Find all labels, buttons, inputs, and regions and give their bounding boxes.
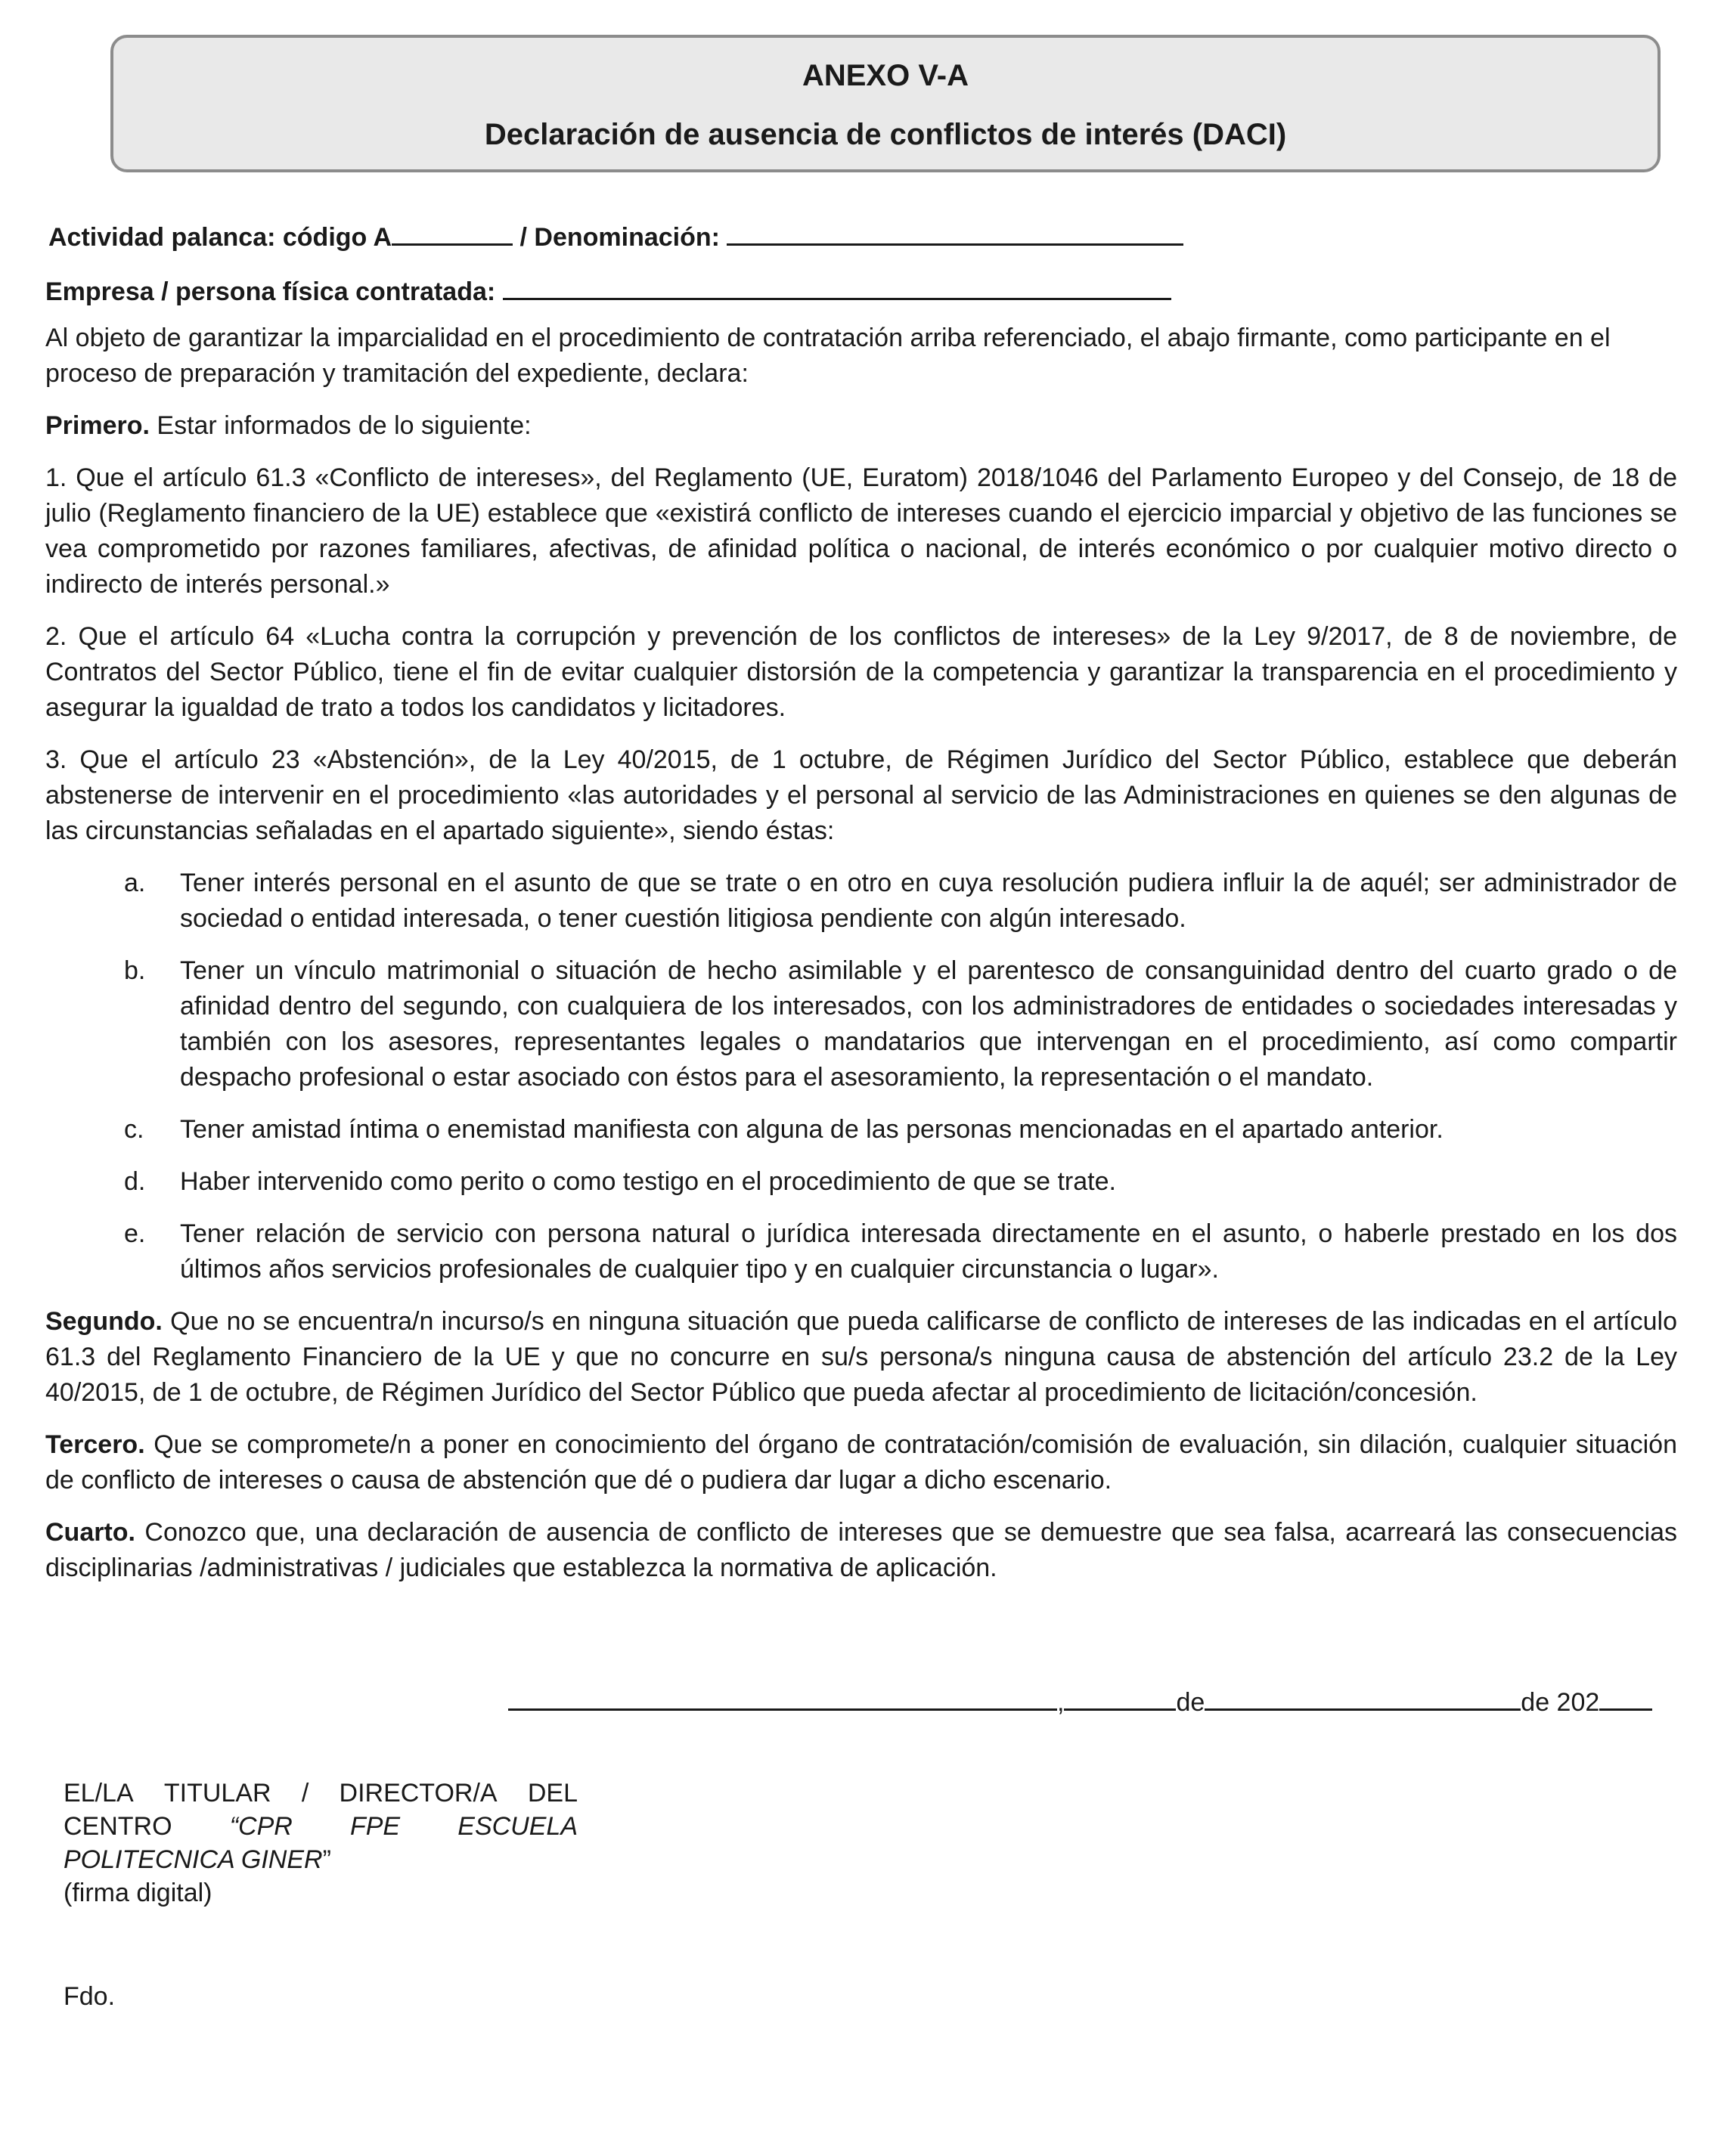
segundo-text: Que no se encuentra/n incurso/s en ninguna situación que pueda calificarse de conflicto de intereses de las indicadas en el artículo 61.3 del Reglamento Financiero de la UE y que no concurre en su/s persona/s ninguna causa de abstención del artículo 23.2 de la Ley 40/2015, de 1 de octubre, de Régimen Jurídico del Sector Público que pueda afectar al procedimiento de licitación/concesión.	[45, 1307, 1677, 1407]
circumstance-item	[45, 1216, 1677, 1287]
item-letter: a.	[124, 869, 146, 897]
cuarto-label: Cuarto.	[45, 1518, 135, 1547]
activity-code-blank[interactable]	[392, 218, 513, 246]
centro-line	[64, 1810, 578, 1843]
signer-word: EL/LA	[64, 1779, 134, 1808]
centro-name-line2	[64, 1843, 578, 1876]
cuarto-text: Conozco que, una declaración de ausencia de conflicto de intereses que se demuestre que sea falsa, acarreará las consecuencias disciplinarias /administrativas / judiciales que establezca la normativa de aplicación.	[45, 1518, 1677, 1582]
primero-text: Estar informados de lo siguiente:	[149, 411, 532, 440]
item-letter: c.	[124, 1115, 144, 1144]
circumstance-item	[45, 1112, 1677, 1148]
point-3: 3. Que el artículo 23 «Abstención», de la Ley 40/2015, de 1 octubre, de Régimen Jurídico del Sector Público, establece que deberán abstenerse de intervenir en el procedimiento «las autoridades y el personal al servicio de las Administraciones en quienes se den algunas de las circunstancias señaladas en el apartado siguiente», siendo éstas:	[45, 745, 1677, 845]
item-letter: d.	[124, 1167, 146, 1196]
signature-block	[64, 1777, 578, 1910]
tercero-text: Que se compromete/n a poner en conocimiento del órgano de contratación/comisión de evaluación, sin dilación, cualquier situación de conflicto de intereses o causa de abstención que dé o pudiera dar lugar a dicho escenario.	[45, 1430, 1677, 1495]
year-blank[interactable]	[1599, 1686, 1652, 1711]
activity-label: Actividad palanca: código A	[48, 223, 392, 252]
close-quote: ”	[322, 1845, 331, 1874]
company-label: Empresa / persona física contratada:	[45, 277, 496, 306]
item-text: Tener interés personal en el asunto de que se trate o en otro en cuya resolución pudiera influir la de aquél; ser administrador de sociedad o entidad interesada, o tener cuestión litigiosa pendiente con algún interesado.	[180, 869, 1677, 933]
signer-word: /	[301, 1779, 309, 1808]
centro-name-word: ESCUELA	[457, 1812, 578, 1841]
item-letter: e.	[124, 1219, 146, 1248]
place-date-line	[508, 1686, 1652, 1718]
point-2: 2. Que el artículo 64 «Lucha contra la corrupción y prevención de los conflictos de intereses» de la Ley 9/2017, de 8 de noviembre, de Contratos del Sector Público, tiene el fin de evitar cualquier distorsión de la competencia y garantizar la transparencia en el procedimiento y asegurar la igualdad de trato a todos los candidatos y licitadores.	[45, 622, 1677, 722]
centro-label: CENTRO	[64, 1812, 172, 1841]
place-blank[interactable]	[508, 1686, 1057, 1711]
primero-label: Primero.	[45, 411, 150, 440]
month-blank[interactable]	[1205, 1686, 1521, 1711]
tercero-label: Tercero.	[45, 1430, 145, 1459]
segundo-paragraph	[45, 1304, 1677, 1411]
tercero-paragraph	[45, 1427, 1677, 1498]
annex-title: ANEXO V-A	[802, 59, 969, 92]
primero-paragraph	[45, 408, 1677, 444]
denomination-blank[interactable]	[727, 218, 1183, 246]
intro-paragraph: Al objeto de garantizar la imparcialidad en el procedimiento de contratación arriba referenciado, el abajo firmante, como participante en el proceso de preparación y tramitación del expediente, declara:	[45, 324, 1611, 388]
activity-field-row	[48, 218, 1183, 252]
circumstances-list	[45, 866, 1677, 1287]
centro-name-word: “CPR	[229, 1812, 293, 1841]
signer-word: TITULAR	[163, 1779, 271, 1808]
point-1: 1. Que el artículo 61.3 «Conflicto de intereses», del Reglamento (UE, Euratom) 2018/1046 del Parlamento Europeo y del Consejo, de 18 de julio (Reglamento financiero de la UE) establece que «existirá conflicto de intereses cuando el ejercicio imparcial y objetivo de las funciones se vea comprometido por razones familiares, afectivas, de afinidad política o nacional, de interés económico o por cualquier motivo directo o indirecto de interés personal.»	[45, 463, 1677, 599]
circumstance-item	[45, 866, 1677, 937]
item-text: Tener amistad íntima o enemistad manifiesta con alguna de las personas mencionadas en el apartado anterior.	[180, 1115, 1444, 1144]
company-field-row	[45, 272, 1171, 307]
cuarto-paragraph	[45, 1515, 1677, 1586]
date-comma: ,	[1057, 1688, 1065, 1717]
item-text: Tener un vínculo matrimonial o situación de hecho asimilable y el parentesco de consanguinidad dentro del cuarto grado o de afinidad dentro del segundo, con cualquiera de los interesados, con los administradores de entidades o sociedades interesadas y también con los asesores, representantes legales o mandatarios que intervengan en el procedimiento, así como compartir despacho profesional o estar asociado con éstos para el asesoramiento, la representación o el mandato.	[180, 956, 1677, 1092]
digital-signature-note: (firma digital)	[64, 1879, 212, 1907]
fdo-label: Fdo.	[64, 1982, 116, 2011]
denomination-label: / Denominación:	[519, 223, 720, 252]
day-blank[interactable]	[1064, 1686, 1176, 1711]
date-de-1: de	[1176, 1688, 1205, 1717]
item-text: Tener relación de servicio con persona natural o jurídica interesada directamente en el asunto, o haberle prestado en los dos últimos años servicios profesionales de cualquier tipo y en cualquier circunstancia o lugar».	[180, 1219, 1677, 1284]
company-blank[interactable]	[503, 272, 1171, 300]
segundo-label: Segundo.	[45, 1307, 163, 1336]
date-de-2: de 202	[1521, 1688, 1600, 1717]
circumstance-item	[45, 1164, 1677, 1200]
declaration-body	[45, 321, 1677, 1603]
annex-subtitle: Declaración de ausencia de conflictos de interés (DACI)	[484, 118, 1287, 151]
item-text: Haber intervenido como perito o como testigo en el procedimiento de que se trate.	[180, 1167, 1116, 1196]
signer-role-line	[64, 1777, 578, 1810]
signer-word: DEL	[527, 1779, 578, 1808]
signer-word: DIRECTOR/A	[339, 1779, 498, 1808]
centro-name-word: FPE	[349, 1812, 401, 1841]
circumstance-item	[45, 953, 1677, 1095]
item-letter: b.	[124, 956, 146, 985]
centro-name-rest: POLITECNICA GINER	[64, 1845, 323, 1874]
document-header	[110, 35, 1661, 172]
